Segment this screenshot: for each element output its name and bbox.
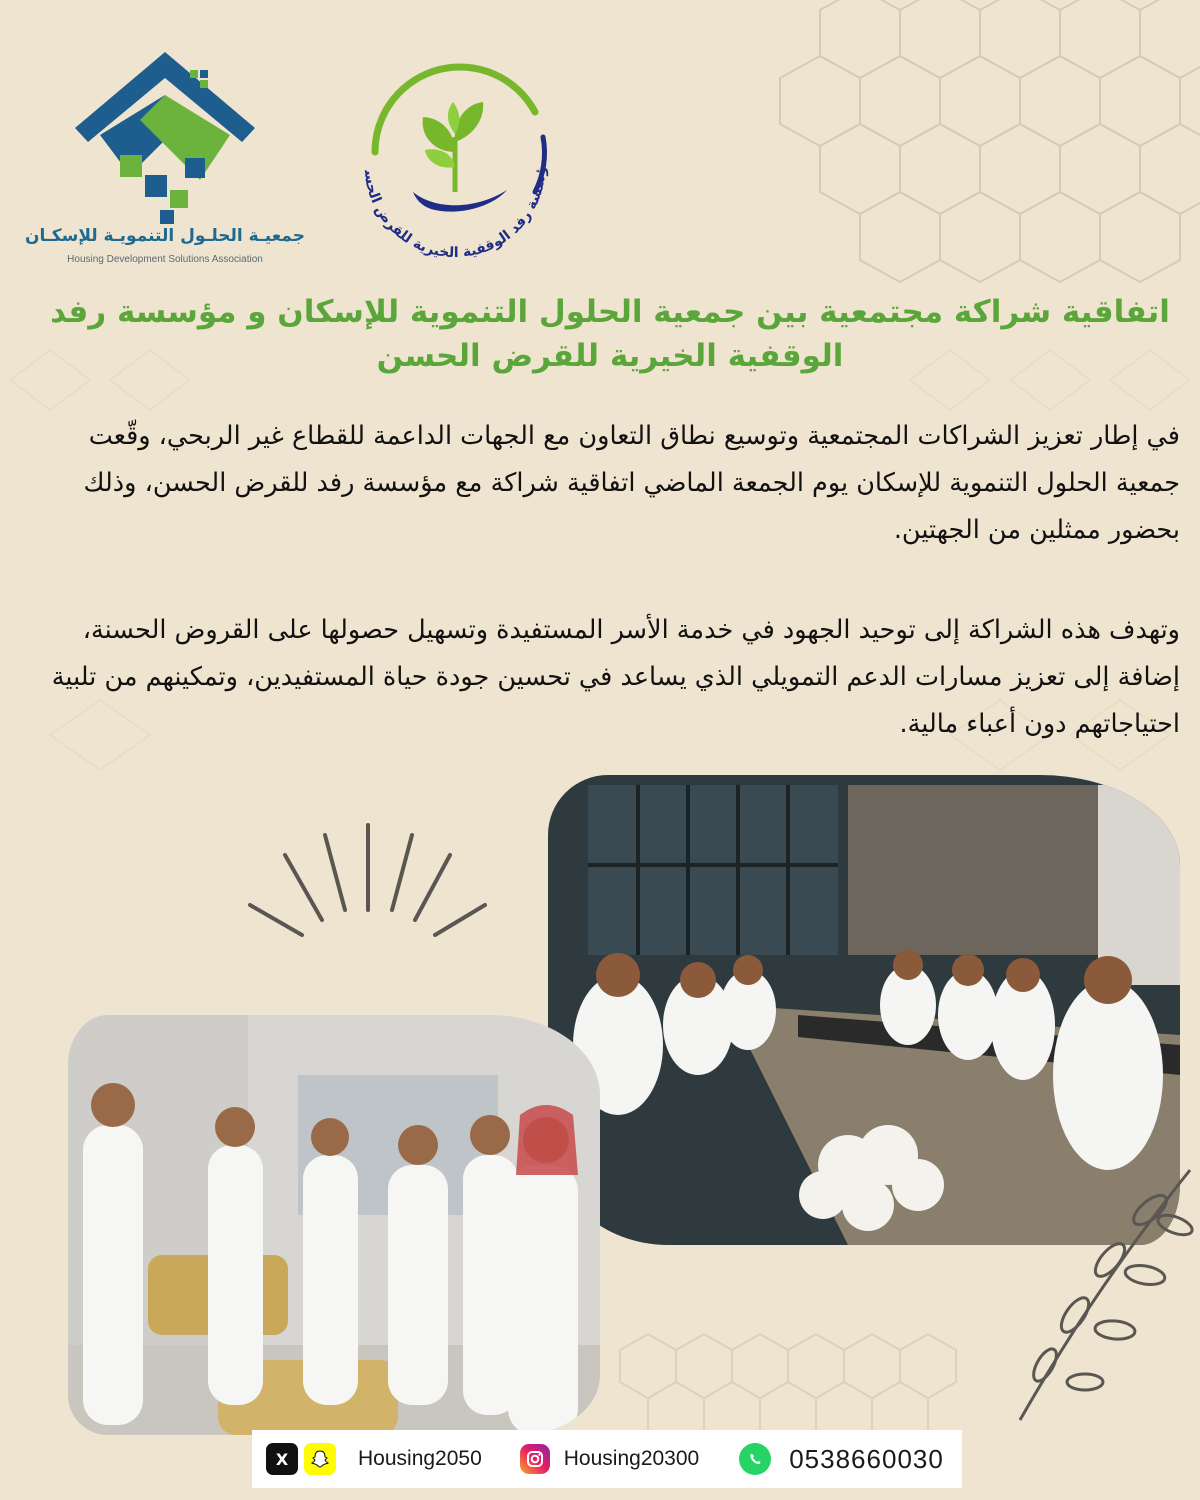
rafd-foundation-logo (335, 42, 575, 282)
housing-logo-english-name: Housing Development Solutions Association (67, 254, 263, 265)
instagram-handle[interactable]: Housing20300 (563, 1447, 700, 1470)
house-handshake-icon (20, 40, 310, 230)
body-paragraph-2: وتهدف هذه الشراكة إلى توحيد الجهود في خدمة الأسر المستفيدة وتسهيل حصولها على القروض الحسنة، إضافة إلى تعزيز مسارات الدعم التمويلي الذي يساعد في تحسين جودة حياة المستفيدين، وتمكينهم من تلبية احتياجاتهم دون أعباء مالية. (51, 615, 1180, 739)
housing-logo-arabic-name: جمعيـة الحلـول التنمويـة للإسكـان (25, 226, 305, 246)
x-handle[interactable]: Housing2050 (358, 1447, 482, 1470)
snapchat-icon[interactable] (304, 1443, 336, 1475)
group-photo (68, 1015, 600, 1435)
body-paragraph-1: في إطار تعزيز الشراكات المجتمعية وتوسيع نطاق التعاون مع الجهات الداعمة للقطاع غير الربحي، وقّعت جمعية الحلول التنموية للإسكان يوم الجمعة الماضي اتفاقية شراكة مع مؤسسة رفد للقرض الحسن، وذلك بحضور ممثلين من الجهتين. (83, 421, 1180, 545)
leaf-branch-decoration (1000, 1150, 1200, 1430)
whatsapp-icon[interactable] (739, 1443, 771, 1475)
plant-hand-icon (335, 42, 575, 282)
rafd-logo-arabic-name: ؤسسة رفد الوقفية الخيرية للقرض الحس (360, 166, 550, 262)
housing-association-logo (20, 40, 310, 280)
whatsapp-number[interactable]: 0538660030 (789, 1443, 944, 1474)
instagram-icon[interactable] (520, 1444, 550, 1474)
sun-rays-decoration (240, 810, 500, 1010)
announcement-headline: اتفاقية شراكة مجتمعية بين جمعية الحلول التنموية للإسكان و مؤسسة رفد الوقفية الخيرية للقرض الحسن (50, 294, 1170, 374)
social-contact-bar (252, 1430, 962, 1488)
x-icon[interactable]: X (266, 1443, 298, 1475)
